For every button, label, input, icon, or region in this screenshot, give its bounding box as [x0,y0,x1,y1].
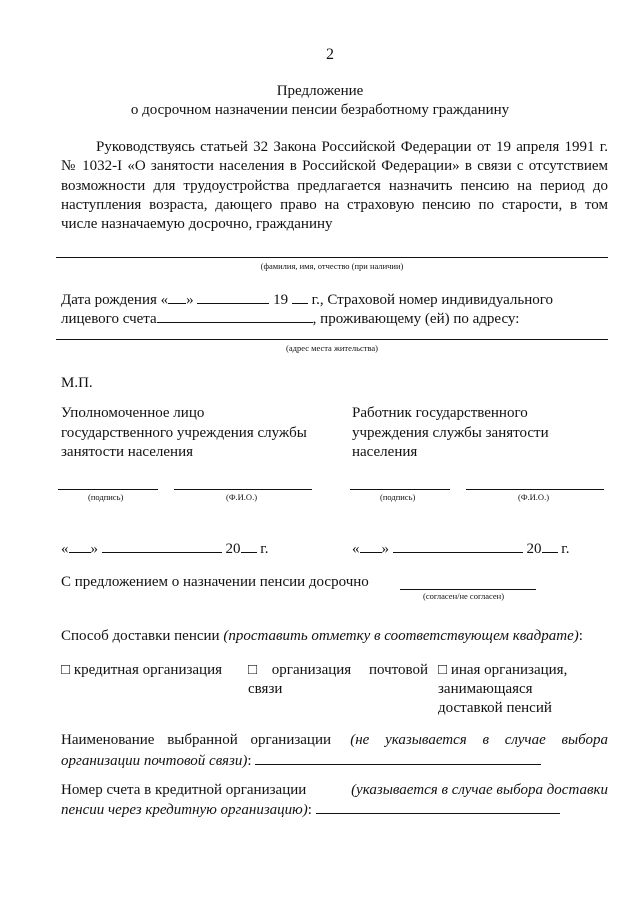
fio-field[interactable] [56,257,608,258]
date-right-open: « [352,541,360,557]
address-field[interactable] [56,339,608,340]
account-address-row [61,309,519,328]
date-left-open: « [61,541,69,557]
left-signatory-line-1: Уполномоченное лицо [61,405,205,421]
account-number-field[interactable] [316,800,560,814]
right-signatory-line-1: Работник государственного [352,405,528,421]
birth-year-prefix: 19 [273,292,289,308]
option-credit-org-label: кредитная организация [73,662,223,678]
address-caption: (адрес места жительства) [286,343,378,353]
intro-line-4: наступления возраста, дающего право на страховую пенсию по старости, в том [61,197,608,213]
option-other-label-2: занимающаяся [438,681,533,697]
left-fio-caption: (Ф.И.О.) [226,492,258,502]
date-right-month[interactable] [393,539,523,553]
right-signature-caption: (подпись) [380,492,416,502]
date-left-year: 20 [225,541,241,557]
birth-date-row [61,290,553,309]
snils-field[interactable] [157,309,313,323]
agree-caption: (согласен/не согласен) [423,591,505,601]
date-right-day[interactable] [360,539,382,553]
right-fio-field[interactable] [466,489,604,490]
checkbox-icon[interactable]: □ [438,662,448,678]
checkbox-icon[interactable]: □ [61,662,71,678]
delivery-row [61,627,583,645]
org-name-label: Наименование выбранной организации [61,732,332,748]
left-fio-field[interactable] [174,489,312,490]
address-label: , проживающему (ей) по адресу: [312,311,520,327]
account-hint-2: пенсии через кредитную организацию) [61,802,308,818]
fio-caption: (фамилия, имя, отчество (при наличии) [260,261,404,271]
account-hint-1: (указывается в случае выбора доставки [351,782,608,798]
option-other[interactable] [438,661,567,717]
stamp-label: М.П. [61,375,93,391]
birth-year-field[interactable] [292,290,308,304]
intro-line-3: возможности для трудоустройства предлагается назначить пенсию на период до [61,178,608,194]
org-name-field[interactable] [255,751,541,765]
intro-line-2: № 1032-I «О занятости населения в Российской Федерации» в связи с отсутствием [61,158,608,174]
right-signatory-line-3: населения [352,444,418,460]
org-name-hint-1: (не указывается в случае выбора [350,732,608,748]
option-other-label: иная организация, [450,662,568,678]
date-right-suffix: г. [561,541,570,557]
date-left-close: » [90,541,98,557]
account-number-label: Номер счета в кредитной организации [61,782,307,798]
right-signature-field[interactable] [350,489,450,490]
delivery-label: Способ доставки пенсии [61,628,224,644]
left-signatory-line-3: занятости населения [61,444,194,460]
date-left-suffix: г. [260,541,269,557]
date-right-close: » [381,541,389,557]
title-line-1: Предложение [276,83,364,99]
intro-line-1: Руководствуясь статьей 32 Закона Российской Федерации от 19 апреля 1991 г. [96,139,608,155]
option-post-label-2: связи [248,681,283,697]
date-right-year-field[interactable] [542,539,558,553]
org-name-row [61,731,608,749]
date-left-row [61,539,268,558]
org-name-row-2 [61,751,541,770]
agree-field[interactable] [400,589,536,590]
date-left-day[interactable] [69,539,91,553]
birth-date-label: Дата рождения « [61,292,169,308]
account-row-2 [61,800,560,819]
date-right-year: 20 [526,541,542,557]
checkbox-icon[interactable]: □ [248,662,258,678]
right-fio-caption: (Ф.И.О.) [518,492,550,502]
account-label: лицевого счета [61,311,157,327]
delivery-hint: (проставить отметку в соответствующем квадрате) [223,628,579,644]
delivery-colon: : [578,628,583,644]
birth-quote-close: » [186,292,194,308]
right-signatory-line-2: учреждения службы занятости [352,425,549,441]
birth-day-field[interactable] [168,290,186,304]
birth-month-field[interactable] [197,290,269,304]
account-colon: : [307,802,312,818]
intro-line-5: числе назначаемую досрочно, гражданину [61,216,333,232]
option-post-label: организация почтовой [271,662,428,678]
account-row [61,781,608,799]
org-name-hint-2: организации почтовой связи) [61,753,248,769]
agree-label: С предложением о назначении пенсии досрочно [61,574,369,590]
date-left-year-field[interactable] [241,539,257,553]
page-number: 2 [326,46,334,63]
date-left-month[interactable] [102,539,222,553]
option-other-label-3: доставкой пенсий [438,700,552,716]
org-name-colon: : [247,753,252,769]
left-signatory-line-2: государственного учреждения службы [61,425,307,441]
left-signature-caption: (подпись) [88,492,124,502]
date-right-row [352,539,569,558]
option-post[interactable] [248,661,428,698]
title-line-2: о досрочном назначении пенсии безработному гражданину [130,102,510,118]
option-credit-org[interactable] [61,661,222,679]
snils-label: г., Страховой номер индивидуального [311,292,554,308]
left-signature-field[interactable] [58,489,158,490]
